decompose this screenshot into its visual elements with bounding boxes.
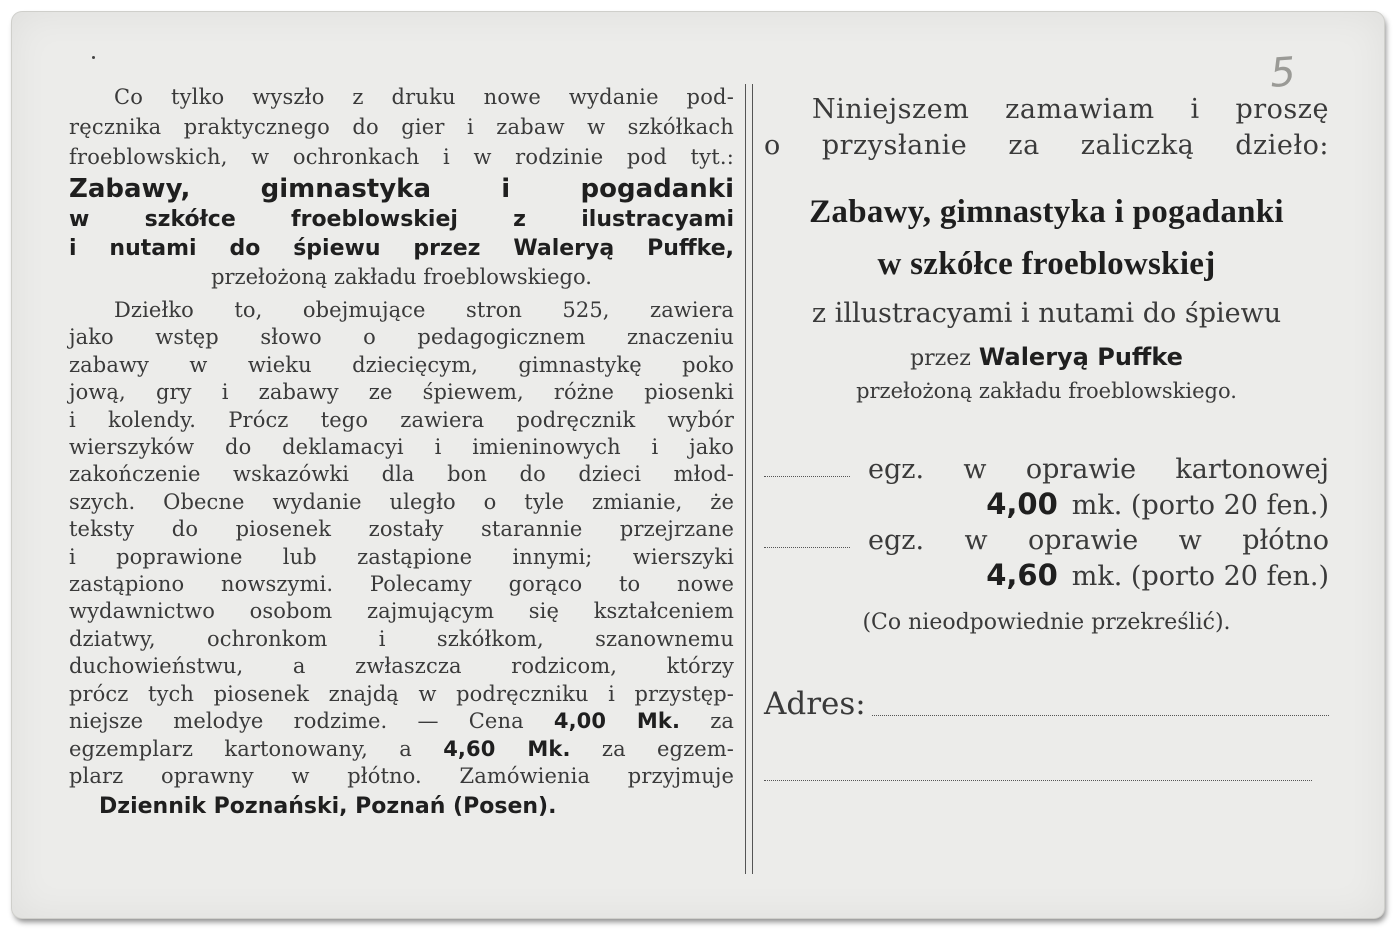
book-subtitle <box>69 205 734 263</box>
option-unit: mk. (porto 20 fen.) <box>1071 561 1329 592</box>
order-intro-line: o przysłanie za zaliczką dzieło: <box>764 130 1329 161</box>
address-field <box>764 684 1329 724</box>
body-line: wierszyków do deklamacyi i imieninowych i jako <box>69 435 734 460</box>
body-line <box>69 708 734 735</box>
body-line: zastąpiono nowszymi. Polecamy gorąco to nowe <box>69 572 734 597</box>
subtitle-line: w szkółce froeblowskiej z ilustracyami <box>69 207 734 232</box>
body-line: plarz oprawny w płótno. Zamówienia przyjmuje <box>69 763 734 788</box>
quantity-blank[interactable] <box>764 476 850 477</box>
body-line: prócz tych piosenek znajdą w podręczniku i przystęp- <box>69 681 734 706</box>
order-author-line <box>764 340 1329 376</box>
price-cardboard: 4,00 Mk. <box>553 709 681 734</box>
body-line: duchowieństwu, a zwłaszcza rodzicom, którzy <box>69 654 734 679</box>
body-line: wydawnictwo osobom zajmującym się kształceniem <box>69 599 734 624</box>
option-price: 4,60 <box>986 558 1058 592</box>
body-line: jową, gry i zabawy ze śpiewem, różne piosenki <box>69 380 734 405</box>
pencil-annotation: 5 <box>1268 49 1298 97</box>
quantity-blank[interactable] <box>764 547 850 548</box>
body-line: Dziełko to, obejmujące stron 525, zawiera <box>114 298 734 322</box>
body-line: i poprawione lub zastąpione innymi; wierszyki <box>69 544 734 569</box>
body-line: szych. Obecne wydanie uległo o tyle zmianie, że <box>69 489 734 514</box>
by-prefix: przez <box>910 346 971 371</box>
order-book-title <box>764 186 1329 290</box>
order-subtitle: z illustracyami i nutami do śpiewu <box>811 298 1282 329</box>
intro-line: Co tylko wyszło z druku nowe wydanie pod- <box>114 85 734 109</box>
advertisement-column <box>69 82 734 822</box>
book-title: Zabawy, gimnastyka i pogadanki <box>69 174 734 204</box>
order-intro-line: Niniejszem zamawiam i proszę <box>812 94 1329 125</box>
order-title-line: w szkółce froeblowskiej <box>877 246 1216 282</box>
option-price: 4,00 <box>986 487 1058 521</box>
ink-speck <box>92 56 95 59</box>
body-line: zabawy w wieku dziecięcym, gimnastykę poko <box>69 352 734 377</box>
body-line: dziatwy, ochronkom i szkółkom, szanownemu <box>69 626 734 651</box>
intro-paragraph <box>69 82 734 172</box>
intro-line: ręcznika praktycznego do gier i zabaw w szkółkach <box>69 115 734 139</box>
author-name: Waleryą Puffke <box>978 343 1183 371</box>
body-line-text: za <box>710 709 734 734</box>
body-line <box>69 736 734 763</box>
subtitle-line: i nutami do śpiewu przez Waleryą Puffke, <box>69 236 734 261</box>
order-intro <box>764 92 1329 164</box>
address-label: Adres: <box>764 686 866 722</box>
body-line: jako wstęp słowo o pedagogicznem znaczeniu <box>69 325 734 350</box>
order-option-cardboard <box>764 452 1329 523</box>
intro-line: froeblowskich, w ochronkach i w rodzinie pod tyt.: <box>69 145 734 169</box>
order-author-role: przełożoną zakładu froeblowskiego. <box>856 379 1237 403</box>
publisher-line: Dziennik Poznański, Poznań (Posen). <box>99 794 557 820</box>
order-form-column <box>764 92 1329 781</box>
body-line: zakończenie wskazówki dla bon do dzieci młod- <box>69 462 734 487</box>
description-paragraph <box>69 297 734 790</box>
author-role: przełożoną zakładu froeblowskiego. <box>211 265 592 289</box>
address-blank-line-2[interactable] <box>764 780 1312 781</box>
order-title-line: Zabawy, gimnastyka i pogadanki <box>809 194 1284 230</box>
option-unit: mk. (porto 20 fen.) <box>1071 490 1329 521</box>
option-label: egz. w oprawie kartonowej <box>868 454 1329 485</box>
body-line-text: niejsze melodye rodzime. — Cena <box>69 709 524 734</box>
body-line: teksty do piosenek zostały starannie przejrzane <box>69 517 734 542</box>
order-option-cloth <box>764 523 1329 594</box>
body-line-text: egzemplarz kartonowany, a <box>69 736 412 761</box>
strike-note: (Co nieodpowiednie przekreślić). <box>862 610 1231 635</box>
column-divider <box>745 84 753 874</box>
body-line-text: za egzem- <box>601 736 735 761</box>
option-label: egz. w oprawie w płótno <box>868 525 1329 556</box>
price-cloth: 4,60 Mk. <box>443 736 571 761</box>
body-line: i kolendy. Prócz tego zawiera podręcznik wybór <box>69 407 734 432</box>
postcard-back <box>12 12 1384 918</box>
address-blank-line[interactable] <box>872 715 1329 716</box>
